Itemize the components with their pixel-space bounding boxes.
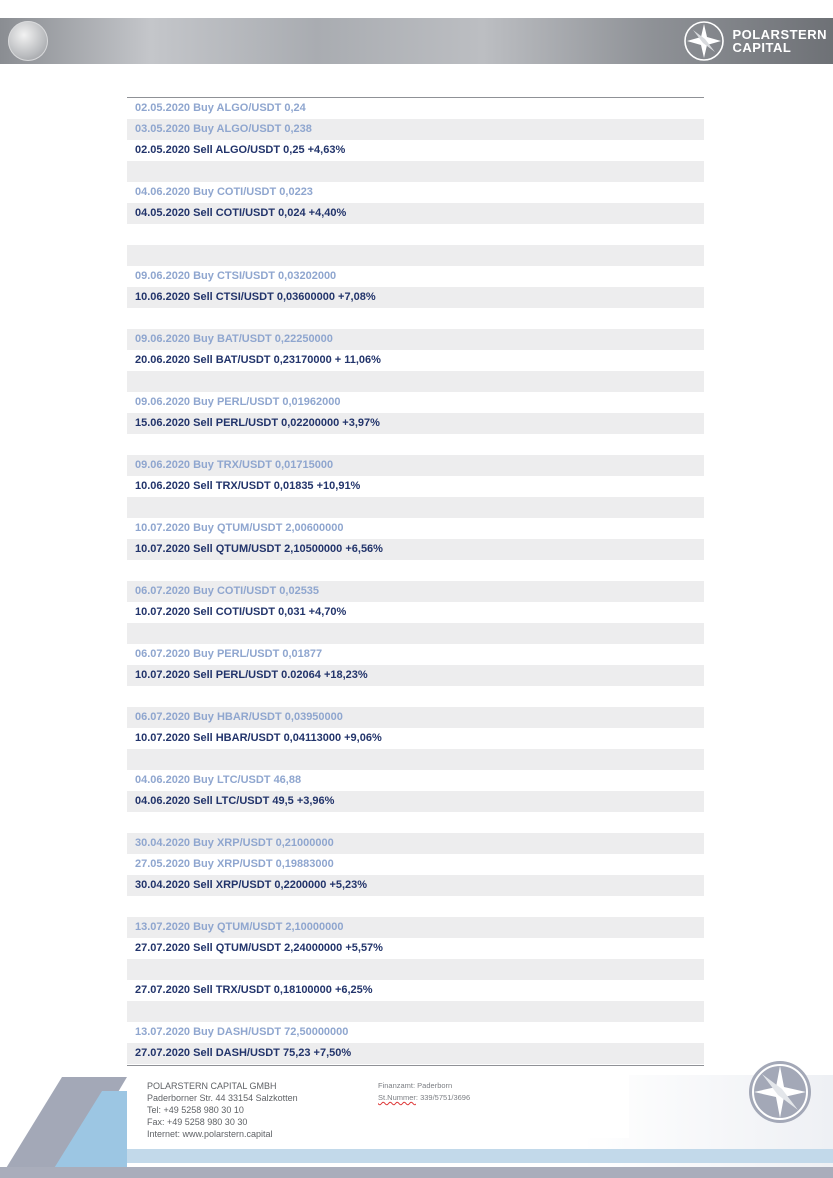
brand-wordmark — [732, 28, 827, 54]
company-tel: Tel: +49 5258 980 30 10 — [147, 1105, 244, 1115]
footer-star-badge-icon — [746, 1058, 814, 1126]
brand-line-2: CAPITAL — [732, 40, 792, 55]
sell-trade-row: 04.05.2020 Sell COTI/USDT 0,024 +4,40% — [127, 203, 704, 224]
trade-list — [127, 98, 704, 1064]
sell-trade-row: 27.07.2020 Sell DASH/USDT 75,23 +7,50% — [127, 1043, 704, 1064]
sell-trade-row: 10.06.2020 Sell CTSI/USDT 0,03600000 +7,08% — [127, 287, 704, 308]
buy-trade-row: 13.07.2020 Buy DASH/USDT 72,50000000 — [135, 1026, 349, 1038]
sell-trade-row: 04.06.2020 Sell LTC/USDT 49,5 +3,96% — [127, 791, 704, 812]
spacer-row — [127, 161, 704, 182]
spacer-row — [127, 224, 704, 245]
sell-trade-row: 27.07.2020 Sell TRX/USDT 0,18100000 +6,25% — [135, 984, 373, 996]
polarstern-star-logo-icon — [684, 21, 724, 61]
spacer-row — [127, 308, 704, 329]
company-address — [147, 1080, 298, 1140]
tax-info — [378, 1080, 470, 1104]
sell-trade-row: 10.07.2020 Sell HBAR/USDT 0,04113000 +9,06% — [135, 732, 382, 744]
spacer-row — [127, 749, 704, 770]
buy-trade-row: 06.07.2020 Buy HBAR/USDT 0,03950000 — [127, 707, 704, 728]
sell-trade-row: 27.07.2020 Sell QTUM/USDT 2,24000000 +5,57% — [135, 942, 383, 954]
buy-trade-row: 09.06.2020 Buy TRX/USDT 0,01715000 — [127, 455, 704, 476]
spacer-row — [127, 623, 704, 644]
buy-trade-row: 13.07.2020 Buy QTUM/USDT 2,10000000 — [127, 917, 704, 938]
tax-number-line — [378, 1092, 470, 1104]
spacer-row — [127, 434, 704, 455]
buy-trade-row: 09.06.2020 Buy CTSI/USDT 0,03202000 — [135, 270, 337, 282]
sell-trade-row: 30.04.2020 Sell XRP/USDT 0,2200000 +5,23% — [127, 875, 704, 896]
header-coin-icon — [8, 21, 48, 61]
buy-trade-row: 09.06.2020 Buy PERL/USDT 0,01962000 — [135, 396, 341, 408]
buy-trade-row: 04.06.2020 Buy LTC/USDT 46,88 — [135, 774, 302, 786]
brand-line-1: POLARSTERN — [732, 27, 827, 42]
spacer-row — [127, 1001, 704, 1022]
spacer-row — [127, 245, 704, 266]
buy-trade-row: 02.05.2020 Buy ALGO/USDT 0,24 — [135, 102, 306, 114]
buy-trade-row: 06.07.2020 Buy PERL/USDT 0,01877 — [135, 648, 323, 660]
tax-office: Finanzamt: Paderborn — [378, 1081, 453, 1090]
spacer-row — [127, 497, 704, 518]
spacer-row — [127, 812, 704, 833]
buy-trade-row: 06.07.2020 Buy COTI/USDT 0,02535 — [127, 581, 704, 602]
table-bottom-rule — [127, 1065, 704, 1066]
buy-trade-row: 10.07.2020 Buy QTUM/USDT 2,00600000 — [135, 522, 344, 534]
sell-trade-row: 20.06.2020 Sell BAT/USDT 0,23170000 + 11,06% — [135, 354, 381, 366]
buy-trade-row: 27.05.2020 Buy XRP/USDT 0,19883000 — [135, 858, 334, 870]
buy-trade-row: 03.05.2020 Buy ALGO/USDT 0,238 — [127, 119, 704, 140]
sell-trade-row: 10.07.2020 Sell QTUM/USDT 2,10500000 +6,56% — [127, 539, 704, 560]
company-name: POLARSTERN CAPITAL GMBH — [147, 1081, 277, 1091]
spacer-row — [127, 896, 704, 917]
sell-trade-row: 10.06.2020 Sell TRX/USDT 0,01835 +10,91% — [135, 480, 361, 492]
spacer-row — [127, 959, 704, 980]
tax-number: : 339/5751/3696 — [415, 1093, 471, 1102]
sell-trade-row: 15.06.2020 Sell PERL/USDT 0,02200000 +3,97% — [127, 413, 704, 434]
company-fax: Fax: +49 5258 980 30 30 — [147, 1117, 248, 1127]
sell-trade-row: 10.07.2020 Sell PERL/USDT 0.02064 +18,23% — [127, 665, 704, 686]
spacer-row — [127, 560, 704, 581]
buy-trade-row: 04.06.2020 Buy COTI/USDT 0,0223 — [135, 186, 313, 198]
sell-trade-row: 02.05.2020 Sell ALGO/USDT 0,25 +4,63% — [135, 144, 346, 156]
buy-trade-row: 09.06.2020 Buy BAT/USDT 0,22250000 — [127, 329, 704, 350]
page-header — [0, 18, 833, 64]
spacer-row — [127, 371, 704, 392]
buy-trade-row: 30.04.2020 Buy XRP/USDT 0,21000000 — [127, 833, 704, 854]
spacer-row — [127, 686, 704, 707]
brand-logo — [684, 20, 827, 62]
tax-number-label: St.Nummer — [378, 1093, 416, 1102]
company-street: Paderborner Str. 44 33154 Salzkotten — [147, 1093, 298, 1103]
sell-trade-row: 10.07.2020 Sell COTI/USDT 0,031 +4,70% — [135, 606, 347, 618]
company-internet: Internet: www.polarstern.capital — [147, 1129, 273, 1139]
